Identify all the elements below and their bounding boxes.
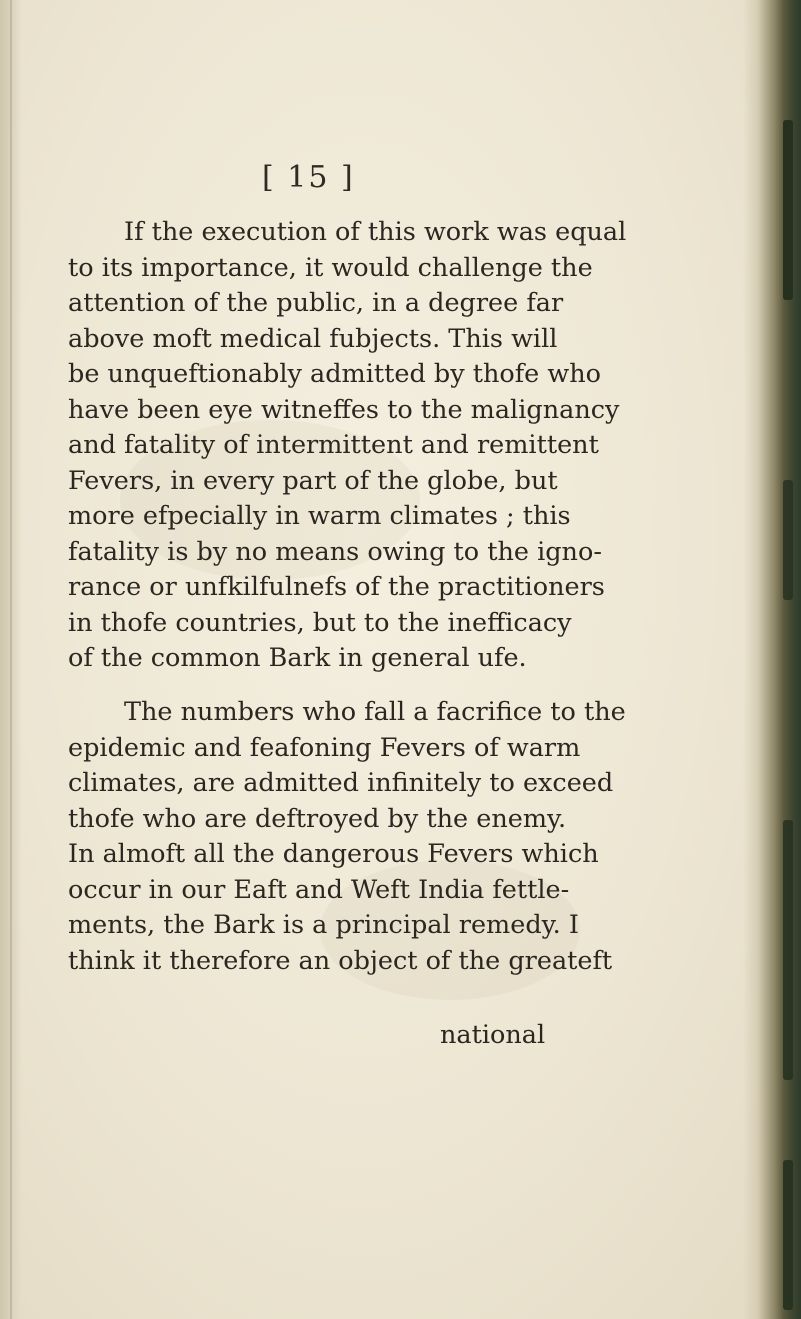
text-line: of the common Bark in general ufe.	[68, 643, 527, 673]
text-line: epidemic and feafoning Fevers of warm	[68, 732, 581, 763]
text-line: and fatality of intermittent and remittent	[68, 430, 599, 460]
text-line: In almoft all the dangerous Fevers which	[68, 839, 599, 869]
text-line: to its importance, it would challenge the	[68, 252, 593, 283]
page-number-header: [ 15 ]	[262, 160, 355, 195]
text-line: occur in our Eaft and Weft India fettle-	[68, 874, 570, 905]
text-line: have been eye witneffes to the malignancy	[68, 394, 620, 425]
text-line: think it therefore an object of the greateft	[68, 945, 613, 976]
text-line: above moft medical fubjects. This will	[68, 323, 558, 354]
text-line: climates, are admitted infinitely to exceed	[68, 768, 614, 798]
text-line: Fevers, in every part of the globe, but	[68, 465, 558, 496]
catchword: national	[440, 1020, 546, 1050]
text-line: thofe who are deftroyed by the enemy.	[68, 803, 567, 834]
text-line: more efpecially in warm climates ; this	[68, 501, 571, 531]
text-line: attention of the public, in a degree far	[68, 288, 564, 318]
text-line: If the execution of this work was equal	[124, 217, 627, 247]
text-line: fatality is by no means owing to the igno-	[68, 536, 602, 567]
paragraph-1	[68, 215, 627, 677]
text-line: The numbers who fall a facrifice to the	[124, 697, 626, 727]
text-line: rance or unfkilfulnefs of the practitioners	[68, 572, 605, 602]
text-line: be unqueftionably admitted by thofe who	[68, 359, 601, 389]
text-line: ments, the Bark is a principal remedy. I	[68, 910, 579, 940]
text-line: in thofe countries, but to the inefficacy	[68, 607, 572, 638]
paragraph-2	[68, 695, 626, 979]
